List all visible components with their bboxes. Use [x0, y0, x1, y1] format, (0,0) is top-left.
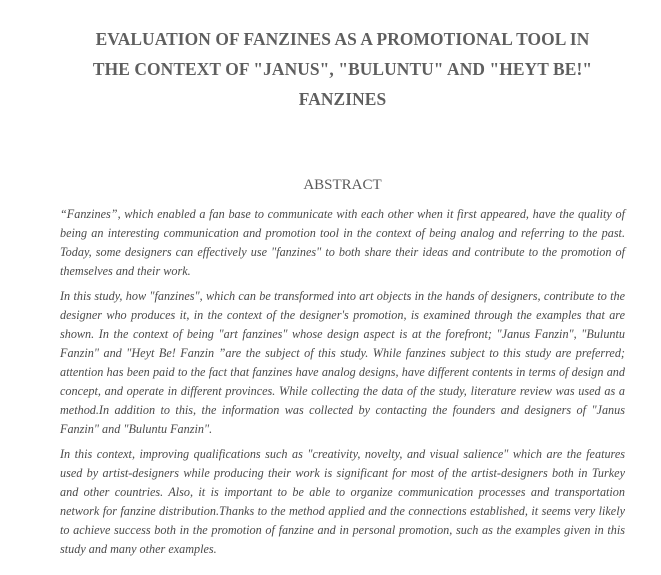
abstract-paragraph-3: In this context, improving qualifications such as "creativity, novelty, and visual salience" which are the features used by artist-designers while producing their work is significant for most of the artist-designers both in Turkey and other countries. Also, it is important to be able to organize communication processes and transportation network for fanzine distribution.Thanks to the method applied and the connections established, it seems very likely to achieve success both in the promotion of fanzine and in personal promotion, such as the examples given in this study and many other examples. — [60, 447, 625, 556]
paper-title — [60, 24, 625, 114]
abstract-paragraph-2: In this study, how "fanzines", which can be transformed into art objects in the hands of designers, contribute to the designer who produces it, in the context of the designer's promotion, is examined through the examples that are shown. In the context of being "art fanzines" whose design aspect is at the forefront; "Janus Fanzin", "Buluntu Fanzin" and "Heyt Be! Fanzin ”are the subject of this study. While fanzines subject to this study are preferred; attention has been paid to the fact that fanzines have analog designs, have different contents in terms of design and concept, and operate in different provinces. While collecting the data of the study, literature review was used as a method.In addition to this, the information was collected by contacting the founders and designers of "Janus Fanzin" and "Buluntu Fanzin". — [60, 289, 625, 436]
title-line-1: EVALUATION OF FANZINES AS A PROMOTIONAL TOOL IN — [95, 29, 590, 49]
document-page — [0, 24, 661, 575]
title-line-3: FANZINES — [298, 89, 387, 109]
abstract-paragraph-1: “Fanzines”, which enabled a fan base to communicate with each other when it first appeared, have the quality of being an interesting communication and promotion tool in the context of being analog and referring to the past. Today, some designers can effectively use "fanzines" to both share their ideas and contribute to the promotion of themselves and their work. — [60, 207, 625, 278]
abstract-body — [60, 205, 625, 559]
title-line-2: THE CONTEXT OF "JANUS", "BULUNTU" AND "HEYT BE!" — [92, 59, 593, 79]
abstract-heading: ABSTRACT — [303, 177, 382, 193]
